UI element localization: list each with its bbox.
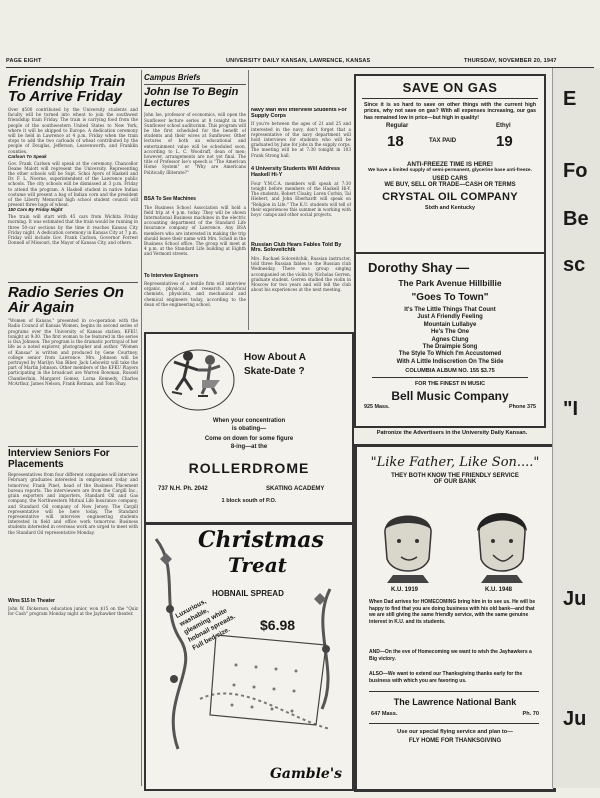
bell-music-contact — [356, 403, 544, 411]
bank-para-2: AND—On the eve of Homecoming we want to wish the Jayhawkers a Big victory. — [369, 649, 532, 662]
song-item: The Style To Which I'm Accustomed — [398, 351, 502, 358]
adjacent-page-fragment: Ju — [563, 708, 587, 730]
kicker-campus-briefs: Campus Briefs — [144, 74, 201, 82]
song-item: It's The Little Things That Count — [404, 307, 496, 313]
ethyl-label: Ethyl — [496, 123, 511, 130]
ad-gas-prices — [356, 123, 544, 159]
regular-label: Regular — [386, 123, 409, 130]
album-title: "Goes To Town" — [411, 292, 489, 303]
masthead-rule — [6, 67, 594, 68]
rollerdrome-name: ROLLERDROME — [188, 460, 310, 476]
bank-rule-2 — [369, 723, 539, 724]
regular-price: 18 — [387, 133, 404, 151]
subhead-bsa: BSA To See Machines — [144, 196, 196, 203]
christmas-title: Christmas — [198, 527, 324, 553]
left-column — [8, 74, 138, 786]
rollerdrome-location: 1 block south of P.O. — [221, 498, 277, 504]
son-portrait — [467, 503, 537, 583]
bank-rule — [369, 691, 539, 692]
story-russian-club: Mrs. Rachael Soloveitchik, Russian instructor, told three Russian fables to the Russian club Wednesday. There was group singing accompanied on the violin by Nicholas Gerren, graduate student. Gerren studied the violin in Moscow for two years and will tell the club about his experiences at the next meeting. — [251, 256, 351, 293]
tax-paid: TAX PAID — [429, 138, 457, 145]
finest-in-music: FOR THE FINEST IN MUSIC — [414, 381, 486, 388]
song-item: Agnes Clung — [431, 336, 469, 343]
bank-phone: Ph. 70 — [522, 711, 539, 717]
campus-briefs-column — [144, 74, 246, 330]
artist-name: Dorothy Shay — — [368, 260, 470, 275]
hobnail-spread: HOBNAIL SPREAD — [212, 589, 284, 598]
rollerdrome-academy: SKATING ACADEMY — [266, 486, 325, 492]
issue-date: THURSDAY, NOVEMBER 20, 1947 — [464, 58, 557, 64]
song-item: Mountain Lullabye — [423, 321, 477, 328]
song-item: He's The One — [430, 329, 470, 336]
subhead-cars: 150 Cars By Friday Night — [8, 207, 63, 213]
skate-when-2: is obating— — [231, 426, 267, 432]
song-item: Just A Friendly Feeling — [417, 314, 483, 321]
bank-address: 647 Mass. — [371, 711, 398, 717]
story-john-ise: John Ise, professor of economics, will open the Sunflower lecture series at 8 tonight in the Sunflower school auditorium. This program will be the first scheduled for the benefit of students and their wives at Sunflower. Other lectures of both an educational and entertainment value will be scheduled soon, according to L. C. Woodruff, dean of men; however, arrangements are not yet final. The title of Professor Ise's speech is "The American Home System" or "Why are Americans Politically Illiterate?" — [144, 112, 246, 175]
story-navy: If you're between the ages of 21 and 25 and interested in the navy, don't forget that a representative of the navy department will hold interviews for students who will be graduated by June for jobs in the supply corps. The meeting will be at 7:30 tonight in 103 Frank Strong hall. — [251, 121, 351, 158]
story-radio-series: "Women of Kansas," presented in co-operation with the Radio Council of Kansas Women, begins its second series of programs over the University of Kansas station, KFKU, tonight at 9:30. The first woman to be featured in the series is Osa Johnson. The program is the dramatic portrayal of her life as a noted explorer, photographer and author. "Women of Kansas" is written and produced by Gene Courtney, college senior from Lawrence. Mrs. Johnson will be portrayed by Marilyn Van Biber. Jack Lebowitz will take the part of Martin Johnson. Other members of the KFKU Players participating in the broadcast are Warren Bowman, Russell Chamberlain, Margaret Gomez, Lorna Kennedy, Charles McArthur, James Nelson, Frank Rotman, and Tom Shay. — [8, 318, 138, 386]
news-column-3 — [251, 108, 351, 330]
song-item: The Draimpie Song — [422, 344, 478, 351]
story-bsa: The Business School Association will hold a field trip at 4 p.m. today. They will be shown International Business machines in the electric accounting department of the Standard Life Insurance company of Lawrence. Any BSA members who are interested in making the trip should leave their name with Mrs. Schell in the Business School office. The group will meet at 4 p.m. at the Standard Life building at Eighth and Vermont streets. — [144, 204, 246, 257]
adjacent-page-fragment: sc — [563, 254, 586, 276]
adjacent-page-fragment: E — [563, 88, 577, 110]
ad-gambles — [144, 523, 354, 791]
gambles-logo: Gamble's — [269, 766, 342, 782]
story-theater: John W. Dickerson, education junior, won $15 on the "Quiz for Cash" program Monday night at the Jayhawker theater. — [8, 605, 138, 616]
ad-gas-rule — [362, 98, 538, 99]
headline-friendship-train: Friendship Train To Arrive Friday — [8, 74, 126, 105]
crystal-oil-name: CRYSTAL OIL COMPANY — [382, 191, 518, 204]
story-haskell: Four Y.M.C.A. members will speak at 7:30 tonight before members of the Haskell Hi-Y. The students, Robert Cloaky, Loren Corbin, Tal Hiebert, and John Eberhardt will speak on "Religion in Life." The K.U. students will tell of their experiences this summer in working with boys' camps and other social projects. — [251, 180, 351, 217]
year-son: K.U. 1948 — [485, 587, 513, 593]
treat-title: Treat — [228, 553, 287, 577]
skate-line-1: How About A — [244, 352, 307, 363]
antifreeze-text: We have a limited supply of semi-permanent, glycerine base anti-freeze. — [368, 168, 532, 174]
used-cars: USED CARS — [432, 176, 468, 183]
subhead-russian-club: Russian Club Hears Fables Told By Mrs. Soloveitchik — [251, 241, 342, 254]
subhead-theater: Wins $15 In Theater — [8, 598, 55, 605]
song-item: With A Little Indiscretion On The Side — [396, 358, 504, 365]
story-carlson: Gov. Frank Carlson will speak at the ceremony. Chancellor Deane Malott will represent the University. Representing the other schools will be Supt. Schoi Ayers of Haskell and Dr. F. L. Noerne, superintendent of the Lawrence public schools. The city schools will be dismissed at 3 p.m. Friday to attend the program. A Haskell student in native Indian costume will present a bag of Indian corn and the president of the Liberty Memorial high school student council will present three bags of wheat. — [8, 160, 138, 208]
ad-bell-music — [354, 252, 546, 428]
story-engineers: Representatives of a textile firm will interview organic, physical, and research analytical chemists, physicists, and mechanical and chemical engineers today, according to the dean of the engineering school. — [144, 280, 246, 307]
adjacent-page-fragment: Ju — [563, 588, 587, 610]
skate-line-2: Skate-Date ? — [244, 366, 305, 377]
story-friendship-train: Over $500 contributed by the University students and faculty will be turned into wheat to join the southwest friendship train Friday. The train is carrying food from the people of the southwestern United States to New York, where it will be shipped to Europe. A dedication ceremony will be held in Lawrence at 4 p.m. Friday when the train stops to add the two carloads of wheat contributed by the people of Douglas, Jefferson, Leavenworth, and Franklin counties. — [8, 107, 138, 154]
buy-sell: WE BUY, SELL OR TRADE—CASH OR TERMS — [384, 182, 516, 189]
page-number: PAGE EIGHT — [6, 58, 42, 64]
antifreeze-heading: ANTI-FREEZE TIME IS HERE! — [407, 161, 493, 169]
story-divider — [8, 446, 138, 447]
paper-name: UNIVERSITY DAILY KANSAN, LAWRENCE, KANSAS — [226, 58, 371, 64]
story-interview-seniors: Representatives from four different companies will interview February graduates interested in employment today and tomorrow, Frank Pinet, head of the Business Placement bureau reports. The interviewers are from the Cargill Inc., grain exporters and importers, Standard Oil and Gas company, the Northwestern Mutual Life Insurance company, and Standard Oil company of New Jersey. The Cargill representative will be here today. The Standard representative will interview engineering students interested in field and office work tomorrow. Business students interested in overseas work are urged to meet with the Standard Oil representative Monday. — [8, 472, 138, 535]
adjacent-page-fragment: Fo — [563, 160, 588, 182]
ad-rollerdrome — [144, 332, 354, 524]
ad-crystal-oil — [354, 74, 546, 254]
bell-music-phone: Phone 375 — [509, 404, 536, 411]
adjacent-page-fragment: "I — [563, 398, 579, 420]
ethyl-price: 19 — [496, 133, 513, 151]
rollerdrome-address: 737 N.H. Ph. 2042 — [158, 486, 208, 492]
adjacent-page-fragment: Be — [563, 208, 589, 230]
story-cars: The train will start with 45 cars from Wichita Friday morning. It was estimated that the train would be running in three 50-car sections by the time it reaches Kansas City Friday night. A dedication ceremony in Kansas City at 7 p.m. Friday will include Gov. Frank Carlson, Governor Forrest Donnell of Missouri, the Mayor of Kansas City, and others. — [8, 214, 138, 246]
patronize-note: Patronize the Advertisers in the University Daily Kansan. — [376, 430, 528, 436]
song-list — [356, 307, 544, 366]
bell-music-address: 925 Mass. — [364, 404, 390, 411]
bedspread-illustration — [206, 625, 336, 735]
album-number: COLUMBIA ALBUM NO. 155 $3.75 — [405, 368, 495, 375]
bank-footer-2: FLY HOME FOR THANKSGIVING — [408, 738, 502, 744]
bank-slogan: "Like Father, Like Son...." — [370, 455, 540, 470]
column-rule — [248, 70, 249, 330]
headline-radio-series: Radio Series On Air Again — [8, 284, 124, 317]
subhead-carlson: Carlson To Speak — [8, 153, 47, 159]
ad-music-rule — [372, 377, 528, 378]
subhead-navy: Navy Man Will Interview Students For Supply Corps — [251, 108, 347, 119]
column-rule — [141, 70, 142, 786]
bank-para-1: When Dad arrives for HOMECOMING bring him in to see us. He will be happy to find that you are doing business with his old bank—and that we are still giving the same friendly service, with the same genuine interest in K.U. and its students. — [369, 599, 536, 625]
subhead-haskell: 4 University Students Will Address Haskell Hi-Y — [251, 166, 341, 179]
artist-subtitle: The Park Avenue Hillbillie — [398, 278, 502, 288]
year-father: K.U. 1919 — [391, 587, 419, 593]
ad-lawrence-national-bank — [354, 444, 556, 792]
skaters-illustration — [158, 340, 236, 412]
ad-gas-title: SAVE ON GAS — [402, 80, 498, 95]
skate-when-1: When your concentration — [212, 418, 286, 424]
bank-para-3: ALSO—We want to extend our Thanksgiving thanks early for the business with which you are favoring us. — [369, 671, 523, 684]
headline-john-ise: John Ise To Begin Lectures — [144, 86, 239, 110]
adjacent-page-edge — [552, 68, 600, 788]
kicker-rule — [144, 84, 246, 85]
ad-gas-intro: Since it is so hard to save on other things with the current high prices, why not save on gas? With all expenses increasing, our gas has remained low in price—but high in quality! — [364, 102, 536, 121]
father-portrait — [373, 503, 443, 583]
hobnail-description: Luxurious, washable, gleaming white hobnail spreads. Full bed size. — [174, 598, 237, 652]
bank-footer-1: Use our special flying service and plan to— — [397, 729, 513, 735]
skate-come-2: 8-ing—at the — [230, 444, 268, 450]
bank-tagline-1: THEY BOTH KNOW THE FRIENDLY SERVICE — [391, 473, 519, 479]
skate-come-1: Come on down for some figure — [204, 436, 294, 442]
subhead-engineers: To Interview Engineers — [144, 272, 199, 279]
story-divider — [8, 282, 138, 283]
bank-tagline-2: OF OUR BANK — [433, 479, 477, 485]
bank-name: The Lawrence National Bank — [393, 697, 517, 707]
hobnail-price: $6.98 — [260, 617, 296, 633]
bell-music-name: Bell Music Company — [391, 389, 509, 404]
headline-interview-seniors: Interview Seniors For Placements — [8, 448, 110, 470]
crystal-oil-address: Sixth and Kentucky — [424, 205, 476, 212]
